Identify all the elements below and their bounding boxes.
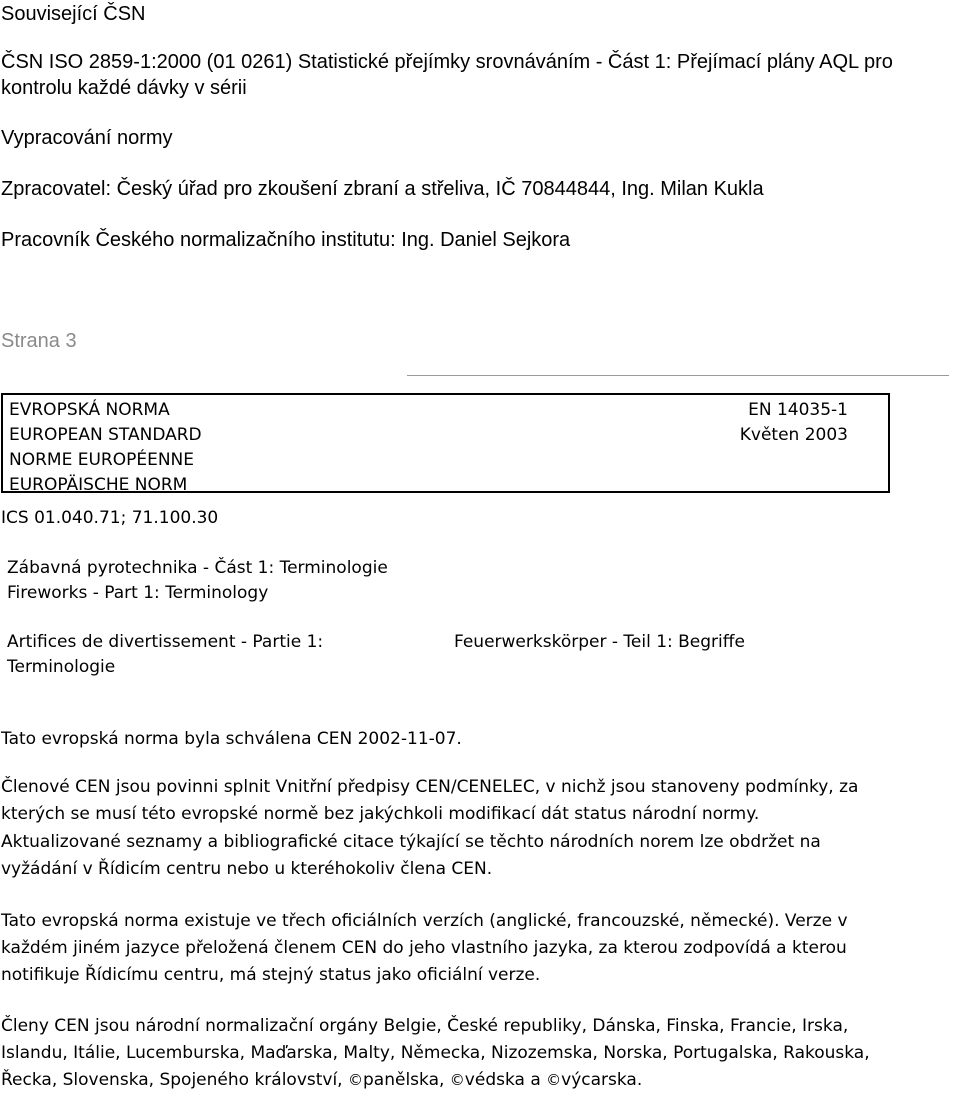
countries-text-part-d: výcarska. — [561, 1070, 643, 1090]
copyright-symbol-2: © — [449, 1071, 465, 1089]
members-paragraph-line-1: Členové CEN jsou povinni splnit Vnitřní předpisy CEN/CENELEC, v nichž jsou stanoveny podmínky, za — [1, 777, 859, 797]
norm-name-czech: EVROPSKÁ NORMA — [9, 400, 170, 420]
processor-line: Zpracovatel: Český úřad pro zkoušení zbraní a střeliva, IČ 70844844, Ing. Milan Kukla — [1, 178, 764, 200]
countries-paragraph-line-2: Islandu, Itálie, Lucemburska, Maďarska, Malty, Německa, Nizozemska, Norska, Portugalska, Rakouska, — [1, 1043, 870, 1063]
title-french-line-1: Artifices de divertissement - Partie 1: — [7, 632, 324, 652]
norm-name-german: EUROPÄISCHE NORM — [9, 475, 188, 495]
norm-identification — [740, 398, 848, 448]
countries-text-part-a: Řecka, Slovenska, Spojeného království, — [1, 1070, 348, 1090]
norm-date: Květen 2003 — [739, 425, 848, 445]
members-paragraph-line-3: Aktualizované seznamy a bibliografické citace týkající se těchto národních norem lze obdržet na — [1, 832, 821, 852]
countries-text-part-c: védska a — [464, 1070, 547, 1090]
norm-header-box — [1, 393, 890, 493]
horizontal-rule — [407, 375, 949, 376]
countries-text-part-b: panělska, — [363, 1070, 450, 1090]
title-german: Feuerwerkskörper - Teil 1: Begriffe — [454, 632, 745, 652]
members-paragraph-line-4: vyžádání v Řídicím centru nebo u kteréhokoliv člena CEN. — [1, 859, 493, 879]
page-label: Strana 3 — [1, 330, 77, 352]
preparation-heading: Vypracování normy — [1, 127, 173, 149]
norm-number: EN 14035-1 — [748, 400, 848, 420]
related-standard-line-2: kontrolu každé dávky v sérii — [1, 77, 247, 99]
institute-worker-line: Pracovník Českého normalizačního institutu: Ing. Daniel Sejkora — [1, 229, 571, 251]
countries-paragraph-line-3 — [1, 1070, 642, 1090]
title-english: Fireworks - Part 1: Terminology — [7, 583, 269, 603]
copyright-symbol-3: © — [546, 1071, 562, 1089]
copyright-symbol-1: © — [348, 1071, 363, 1089]
approval-statement: Tato evropská norma byla schválena CEN 2002-11-07. — [1, 729, 462, 749]
versions-paragraph-line-2: každém jiném jazyce přeložená členem CEN do jeho vlastního jazyka, za kterou zodpovídá a kterou — [1, 938, 847, 958]
title-czech: Zábavná pyrotechnika - Část 1: Terminologie — [7, 558, 388, 578]
countries-paragraph-line-1: Členy CEN jsou národní normalizační orgány Belgie, České republiky, Dánska, Finska, Francie, Irska, — [1, 1016, 849, 1036]
related-standards-heading: Související ČSN — [1, 3, 146, 25]
members-paragraph-line-2: kterých se musí této evropské normě bez jakýchkoli modifikací dát status národní normy. — [1, 804, 760, 824]
versions-paragraph-line-1: Tato evropská norma existuje ve třech oficiálních verzích (anglické, francouzské, německé). Verze v — [1, 911, 848, 931]
versions-paragraph-line-3: notifikuje Řídicímu centru, má stejný status jako oficiální verze. — [1, 965, 541, 985]
norm-name-french: NORME EUROPÉENNE — [9, 450, 195, 470]
norm-names — [9, 398, 202, 498]
ics-code: ICS 01.040.71; 71.100.30 — [1, 508, 219, 528]
title-french-line-2: Terminologie — [7, 657, 116, 677]
norm-name-english: EUROPEAN STANDARD — [9, 425, 202, 445]
related-standard-line-1: ČSN ISO 2859-1:2000 (01 0261) Statistické přejímky srovnáváním - Část 1: Přejímací plány AQL pro — [1, 51, 893, 73]
